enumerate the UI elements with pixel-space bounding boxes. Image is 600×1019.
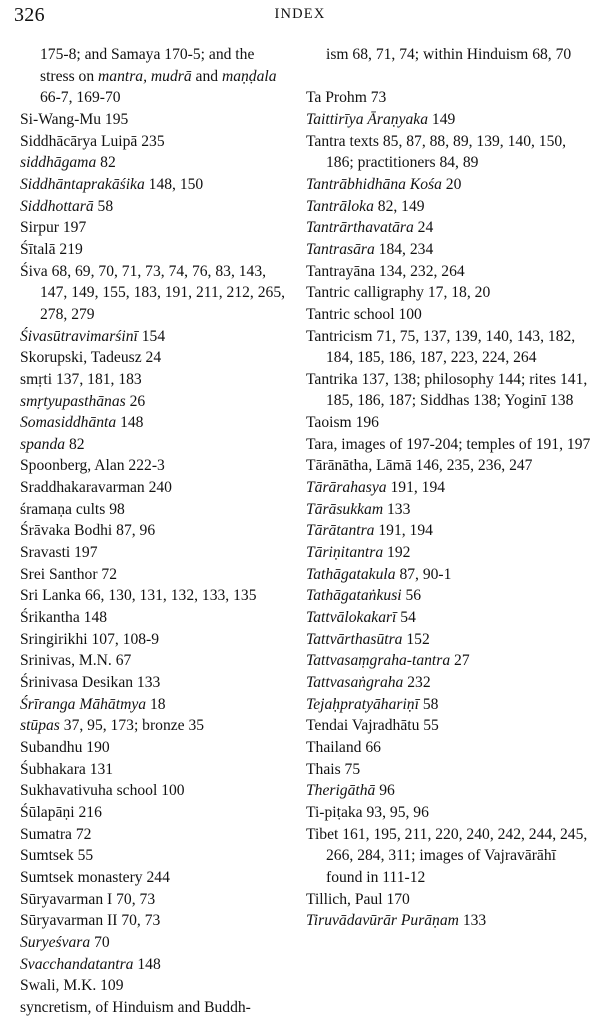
- index-entry: [306, 261, 592, 283]
- entry-text: Śūlapāṇi 216: [20, 803, 102, 821]
- entry-text: Tibet 161, 195, 211, 220, 240, 242, 244, 245, 266, 284, 311; images of Vajravārāhī found in 111-12: [306, 825, 588, 886]
- entry-italic-text: Tattvasaṅgraha: [306, 674, 404, 692]
- index-entry: [306, 455, 592, 477]
- index-entry: [20, 174, 292, 196]
- index-entry: [20, 261, 292, 326]
- entry-text: Śītalā 219: [20, 240, 83, 258]
- entry-text: Tendai Vajradhātu 55: [306, 717, 439, 735]
- entry-text: 27: [450, 652, 470, 670]
- entry-text: 192: [383, 544, 411, 562]
- index-entry: [20, 694, 292, 716]
- index-entry: [20, 759, 292, 781]
- index-entry: [20, 780, 292, 802]
- index-entry: [306, 369, 592, 412]
- entry-italic-text: Tathāgataṅkusi: [306, 587, 402, 605]
- entry-text: Tara, images of 197-204; temples of 191, 197: [306, 435, 591, 453]
- entry-text: 66-7, 169-70: [40, 89, 121, 107]
- entry-text: Sringirikhi 107, 108-9: [20, 630, 160, 648]
- entry-text: Sraddhakaravarman 240: [20, 479, 172, 497]
- entry-text: Sumtsek monastery 244: [20, 868, 170, 886]
- entry-italic-text: Taittirīya Āraṇyaka: [306, 110, 429, 128]
- entry-italic-text: Śrīranga Māhātmya: [20, 695, 147, 713]
- entry-italic-text: smṛtyupasthānas: [20, 392, 126, 410]
- index-entry: [20, 715, 292, 737]
- entry-text: 175-8; and Samaya 170-5; and the stress on: [40, 46, 255, 85]
- entry-text: Ti-piṭaka 93, 95, 96: [306, 803, 429, 821]
- index-entry: [306, 564, 592, 586]
- index-entry: [306, 715, 592, 737]
- index-entry: [306, 174, 592, 196]
- entry-text: 148: [116, 414, 144, 432]
- index-entry: [306, 282, 592, 304]
- entry-text: 82: [96, 154, 116, 172]
- entry-italic-text: Therigāthā: [306, 782, 376, 800]
- entry-text: 96: [375, 782, 395, 800]
- index-entry: [306, 585, 592, 607]
- index-entry: [20, 455, 292, 477]
- entry-text: 20: [441, 175, 462, 193]
- entry-text: smṛti 137, 181, 183: [20, 370, 142, 388]
- index-entry: [306, 759, 592, 781]
- entry-text: Tillich, Paul 170: [306, 890, 410, 908]
- page-number: 326: [14, 4, 45, 26]
- index-entry: [20, 196, 292, 218]
- entry-italic-text: stūpas: [20, 717, 60, 735]
- entry-italic-text: siddhāgama: [20, 154, 97, 172]
- entry-text: 58: [93, 197, 114, 215]
- entry-italic-text: Tattvālokakarī: [306, 609, 397, 627]
- index-entry: [20, 672, 292, 694]
- index-entry: [20, 217, 292, 239]
- entry-text: Tantricism 71, 75, 137, 139, 140, 143, 182, 184, 185, 186, 187, 223, 224, 264: [306, 327, 576, 367]
- entry-italic-text: Siddhāntaprakāśika: [20, 175, 145, 193]
- entry-text: Sumtsek 55: [20, 847, 94, 865]
- index-entry: [20, 889, 292, 911]
- entry-text: 24: [413, 219, 434, 237]
- index-entry: [306, 629, 592, 651]
- entry-italic-text: Tantrābhidhāna Kośa: [306, 175, 442, 193]
- entry-text: Sumatra 72: [20, 825, 92, 843]
- index-entry: [20, 975, 292, 997]
- index-entry: [20, 845, 292, 867]
- entry-text: Ta Prohm 73: [306, 89, 387, 107]
- entry-italic-text: maṇḍala: [221, 67, 277, 85]
- entry-text: 184, 234: [374, 240, 434, 258]
- entry-text: Śiva 68, 69, 70, 71, 73, 74, 76, 83, 143, 147, 149, 155, 183, 191, 211, 212, 265, 278, 279: [20, 262, 286, 323]
- entry-text: Tantric school 100: [306, 305, 422, 323]
- entry-text: Skorupski, Tadeusz 24: [20, 349, 162, 367]
- index-entry: [306, 412, 592, 434]
- entry-text: Tantrika 137, 138; philosophy 144; rites 141, 185, 186, 187; Siddhas 138; Yoginī 138: [306, 370, 588, 410]
- entry-text: 149: [428, 110, 456, 128]
- index-column-right: [306, 44, 592, 932]
- entry-text: 148, 150: [144, 175, 204, 193]
- entry-text: Thais 75: [306, 760, 361, 778]
- entry-text: Sravasti 197: [20, 544, 98, 562]
- entry-italic-text: Suryeśvara: [20, 933, 91, 951]
- entry-text: Tantric calligraphy 17, 18, 20: [306, 284, 491, 302]
- entry-italic-text: Tattvasaṃgraha-tantra: [306, 652, 451, 670]
- entry-italic-text: Tārātantra: [306, 522, 375, 540]
- entry-text: 191, 194: [386, 479, 446, 497]
- index-entry: [20, 802, 292, 824]
- entry-text: Spoonberg, Alan 222-3: [20, 457, 165, 475]
- index-entry: [306, 910, 592, 932]
- entry-text: and: [191, 67, 222, 85]
- entry-italic-text: Tejaḥpratyāhariṇī: [306, 695, 419, 713]
- index-entry: [306, 499, 592, 521]
- entry-text: Sūryavarman I 70, 73: [20, 890, 156, 908]
- running-head-title: INDEX: [274, 6, 326, 22]
- entry-text: Śrinivasa Desikan 133: [20, 674, 161, 692]
- entry-text: 37, 95, 173; bronze 35: [59, 717, 205, 735]
- entry-italic-text: Siddhottarā: [20, 197, 94, 215]
- index-entry: [306, 542, 592, 564]
- index-entry: [306, 672, 592, 694]
- entry-italic-text: Tārāsukkam: [306, 500, 384, 518]
- index-entry: [306, 87, 592, 109]
- entry-italic-text: Somasiddhānta: [20, 414, 117, 432]
- entry-text: 152: [402, 630, 430, 648]
- entry-italic-text: mantra, mudrā: [98, 67, 192, 85]
- index-entry: [306, 131, 592, 174]
- entry-text: Sukhavativuha school 100: [20, 782, 185, 800]
- page-header: [0, 0, 600, 40]
- entry-text: 58: [418, 695, 439, 713]
- entry-text: 133: [383, 500, 411, 518]
- index-entry: [20, 499, 292, 521]
- index-entry: [20, 824, 292, 846]
- entry-text: Sirpur 197: [20, 219, 87, 237]
- entry-text: Tārānātha, Lāmā 146, 235, 236, 247: [306, 457, 533, 475]
- index-column-left: [20, 44, 292, 1019]
- entry-italic-text: Tattvārthasūtra: [306, 630, 403, 648]
- entry-text: śramaṇa cults 98: [20, 500, 125, 518]
- entry-text: 154: [137, 327, 166, 345]
- index-entry: [20, 391, 292, 413]
- index-entry: [20, 910, 292, 932]
- entry-text: syncretism, of Hinduism and Buddh-: [20, 998, 251, 1016]
- entry-italic-text: Tantrasāra: [306, 240, 375, 258]
- index-entry: [20, 932, 292, 954]
- entry-text: Subandhu 190: [20, 739, 110, 756]
- index-entry: [20, 585, 292, 607]
- letter-group-gap: [306, 66, 592, 88]
- index-entry: [20, 520, 292, 542]
- entry-italic-text: Tāriṇitantra: [306, 544, 384, 562]
- entry-italic-text: Tathāgatakula: [306, 565, 396, 583]
- entry-text: Śrikantha 148: [20, 609, 108, 627]
- index-entry: [20, 629, 292, 651]
- entry-text: ism 68, 71, 74; within Hinduism 68, 70: [326, 46, 572, 63]
- index-entry: [20, 954, 292, 976]
- index-entry-continued: [20, 44, 292, 109]
- index-entry: [306, 304, 592, 326]
- entry-text: Srei Santhor 72: [20, 565, 118, 583]
- entry-text: Srinivas, M.N. 67: [20, 652, 132, 670]
- entry-text: 148: [133, 955, 161, 973]
- entry-text: Tantra texts 85, 87, 88, 89, 139, 140, 150, 186; practitioners 84, 89: [306, 132, 567, 172]
- index-entry: [306, 217, 592, 239]
- entry-text: 87, 90-1: [395, 565, 452, 583]
- entry-text: Śrāvaka Bodhi 87, 96: [20, 522, 156, 540]
- entry-italic-text: Śivasūtravimarśinī: [20, 327, 138, 345]
- index-entry: [20, 109, 292, 131]
- index-entry: [20, 737, 292, 759]
- entry-text: 70: [90, 933, 110, 951]
- index-entry: [306, 737, 592, 759]
- entry-italic-text: Tantrāloka: [306, 197, 374, 215]
- entry-text: 56: [401, 587, 422, 605]
- entry-text: 82, 149: [373, 197, 425, 215]
- entry-italic-text: Tantrārthavatāra: [306, 219, 414, 237]
- index-entry: [20, 369, 292, 391]
- entry-text: 26: [125, 392, 146, 410]
- index-entry: [306, 434, 592, 456]
- index-entry: [306, 780, 592, 802]
- index-entry: [306, 694, 592, 716]
- index-entry: [306, 607, 592, 629]
- index-entry-continued: [306, 44, 592, 66]
- entry-text: Taoism 196: [306, 414, 379, 432]
- index-entry: [306, 520, 592, 542]
- index-entry: [306, 650, 592, 672]
- index-entry: [306, 889, 592, 911]
- index-entry: [20, 477, 292, 499]
- entry-text: Thailand 66: [306, 738, 381, 756]
- index-entry: [20, 347, 292, 369]
- index-entry: [306, 477, 592, 499]
- entry-text: Sri Lanka 66, 130, 131, 132, 133, 135: [20, 587, 257, 605]
- index-entry: [20, 542, 292, 564]
- index-entry: [20, 326, 292, 348]
- entry-text: Si-Wang-Mu 195: [20, 110, 129, 128]
- entry-text: Sūryavarman II 70, 73: [20, 912, 161, 930]
- index-entry: [306, 196, 592, 218]
- entry-italic-text: Svacchandatantra: [20, 955, 134, 973]
- entry-text: 191, 194: [374, 522, 433, 540]
- index-entry: [306, 326, 592, 369]
- index-entry: [20, 997, 292, 1019]
- index-entry: [306, 239, 592, 261]
- entry-text: 18: [146, 695, 166, 713]
- index-entry: [306, 109, 592, 131]
- entry-text: Tantrayāna 134, 232, 264: [306, 262, 465, 280]
- entry-italic-text: Tārārahasya: [306, 479, 387, 497]
- index-entry: [20, 239, 292, 261]
- entry-italic-text: Tiruvādavūrār Purāṇam: [306, 912, 459, 930]
- index-entry: [20, 650, 292, 672]
- entry-text: 232: [403, 674, 431, 692]
- entry-italic-text: spanda: [20, 435, 66, 453]
- index-entry: [20, 412, 292, 434]
- index-entry: [20, 867, 292, 889]
- index-entry: [306, 802, 592, 824]
- entry-text: Swali, M.K. 109: [20, 977, 124, 995]
- index-entry: [20, 131, 292, 153]
- index-entry: [20, 434, 292, 456]
- index-entry: [20, 564, 292, 586]
- entry-text: 82: [65, 435, 85, 453]
- entry-text: Śubhakara 131: [20, 760, 114, 778]
- index-entry: [20, 152, 292, 174]
- index-entry: [20, 607, 292, 629]
- entry-text: Siddhācārya Luipā 235: [20, 132, 165, 150]
- entry-text: 133: [458, 912, 487, 930]
- entry-text: 54: [396, 609, 416, 627]
- index-entry: [306, 824, 592, 889]
